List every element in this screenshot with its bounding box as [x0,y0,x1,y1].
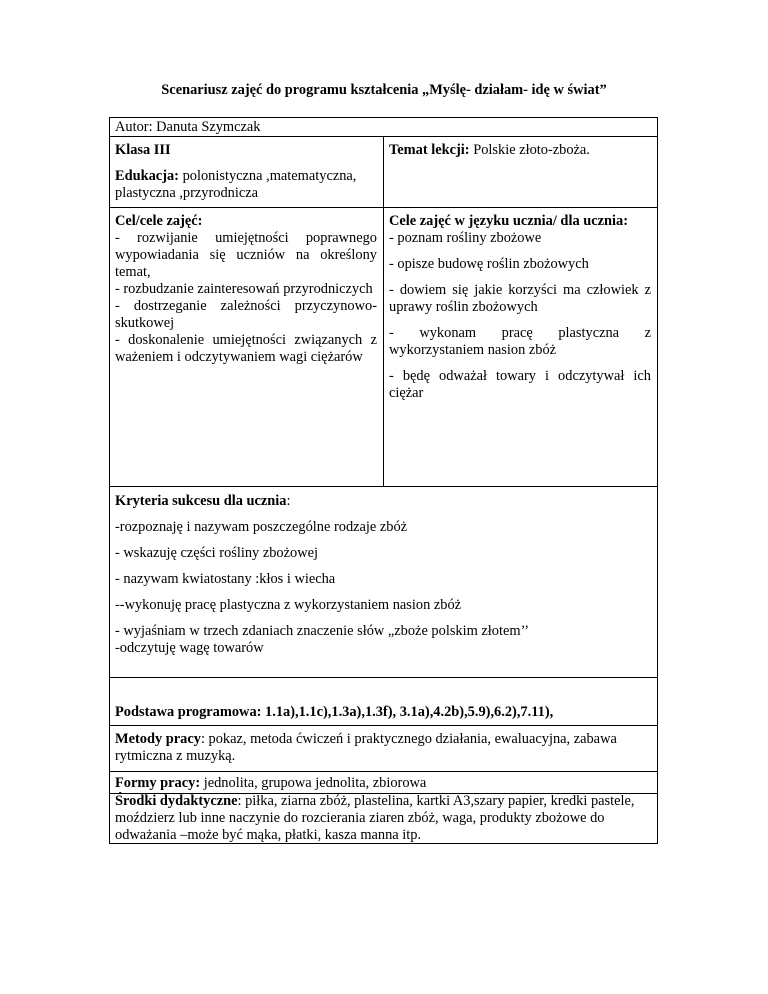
row-divider [109,486,658,487]
goal-item: - rozbudzanie zainteresowań przyrodniczych [115,281,373,297]
curriculum-basis [115,704,651,721]
work-methods [115,731,651,765]
row-divider [109,677,658,678]
teaching-resources [115,793,655,844]
student-goal-item: - opisze budowę roślin zbożowych [389,256,589,272]
student-goals [389,213,651,402]
goal-item: - doskonalenie umiejętności związanych z ważeniem i odczytywaniem wagi ciężarów [115,332,377,365]
student-goal-item: - dowiem się jakie korzyści ma człowiek z uprawy roślin zbożowych [389,282,651,315]
student-goal-item: - wykonam pracę plastyczna z wykorzystaniem nasion zbóż [389,325,651,358]
student-goals-heading: Cele zajęć w języku ucznia/ dla ucznia: [389,213,628,229]
methods-label: Metody pracy [115,731,201,747]
student-goal-item: - poznam rośliny zbożowe [389,230,542,246]
goal-item: - rozwijanie umiejętności poprawnego wypowiadania się uczniów na określony temat, [115,230,377,280]
topic-label: Temat lekcji: [389,142,470,158]
forms-label: Formy pracy: [115,775,201,791]
table-border-top [109,117,658,118]
forms-value: jednolita, grupowa jednolita, zbiorowa [200,775,427,791]
criteria-item: - nazywam kwiatostany :kłos i wiecha [115,571,336,587]
column-divider [383,136,384,486]
basis-value: 1.1a),1.1c),1.3a),1.3f), 3.1a),4.2b),5.9),6.2),7.11), [261,704,554,720]
row-divider [109,725,658,726]
goals-heading: Cel/cele zajęć: [115,213,203,229]
resources-value: : piłka, ziarna zbóż, plastelina, kartki A3,szary papier, kredki pastele, moździerz lub inne naczynie do rozcierania ziaren zbóż, waga, produkty zbożowe do odważania –może być mąka, płatki, kasza manna itp. [115,793,635,843]
criteria-item: - wskazuję części rośliny zbożowej [115,545,318,561]
criteria-item: - wyjaśniam w trzech zdaniach znaczenie słów „zboże polskim złotem’’ [115,623,530,639]
education-value: polonistyczna ,matematyczna, plastyczna ,przyrodnicza [115,168,357,201]
criteria-colon: : [286,493,291,509]
criteria-item: -rozpoznaję i nazywam poszczególne rodzaje zbóż [115,519,408,535]
page-title: Scenariusz zajęć do programu kształcenia „Myślę- działam- idę w świat” [161,82,607,98]
criteria-item: -odczytuję wagę towarów [115,640,264,656]
success-criteria [115,493,651,657]
education-label: Edukacja: [115,168,179,184]
row-divider [109,771,658,772]
resources-label: Środki dydaktyczne [115,793,238,809]
basis-label: Podstawa programowa: [115,704,262,720]
topic-value: Polskie złoto-zboża. [469,142,590,158]
criteria-item: --wykonuję pracę plastyczna z wykorzystaniem nasion zbóż [115,597,462,613]
author: Autor: Danuta Szymczak [115,119,261,135]
class-label: Klasa III [115,142,171,158]
topic [389,142,590,159]
student-goal-item: - będę odważał towary i odczytywał ich ciężar [389,368,651,401]
work-forms [115,775,651,792]
lesson-goals [115,213,377,366]
methods-value: : pokaz, metoda ćwiczeń i praktycznego działania, ewaluacyjna, zabawa rytmiczna z muzyką. [115,731,617,764]
education [115,168,377,202]
goal-item: - dostrzeganie zależności przyczynowo-skutkowej [115,298,377,331]
criteria-heading: Kryteria sukcesu dla ucznia [115,493,287,509]
